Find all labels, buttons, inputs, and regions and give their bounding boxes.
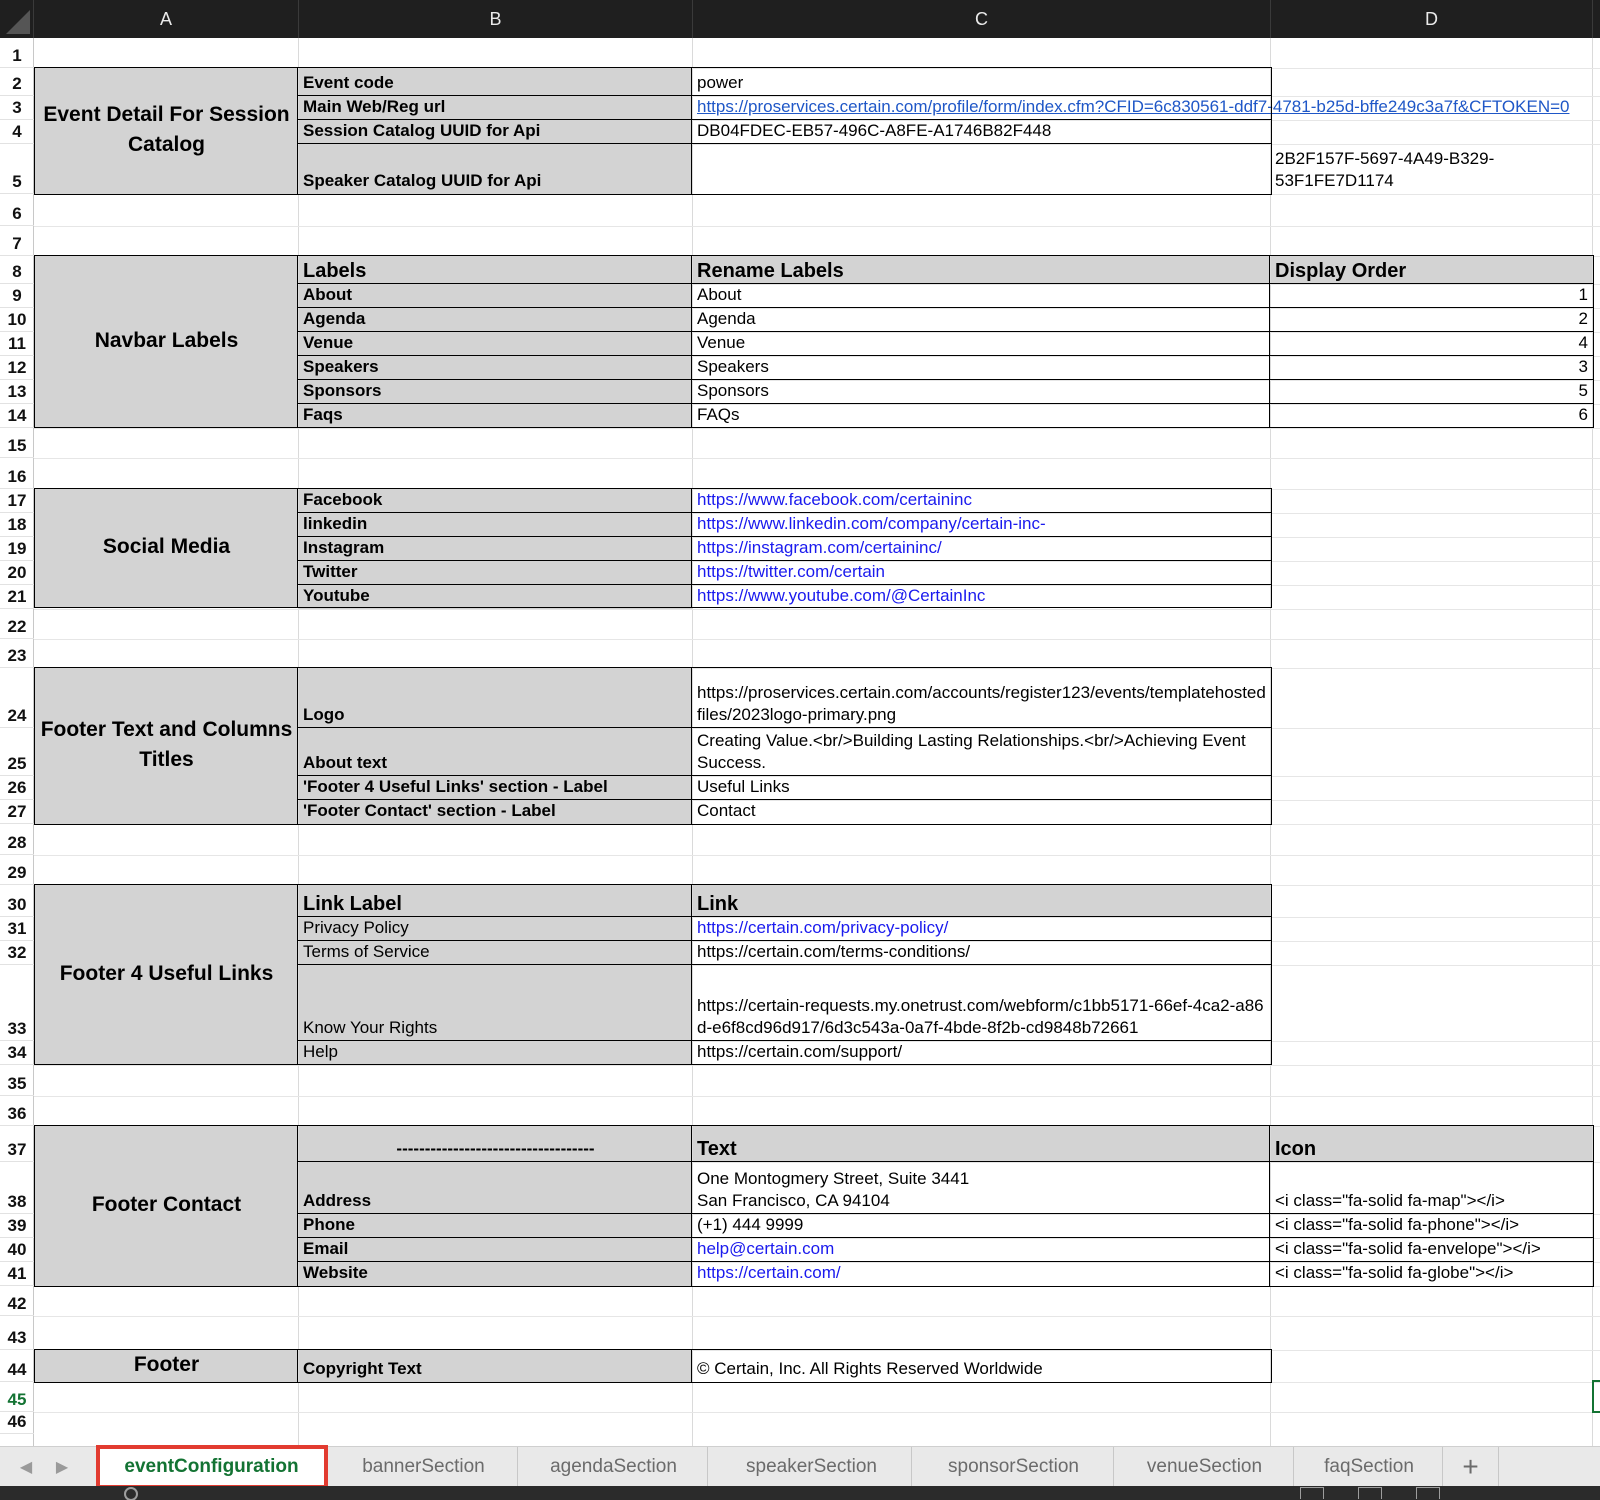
row-header-17[interactable]: 17 [0, 489, 34, 513]
social-url[interactable] [693, 513, 1270, 537]
address-line-1: One Montogmery Street, Suite 3441 [697, 1169, 970, 1188]
row-header-25[interactable]: 25 [0, 728, 34, 776]
logo-label[interactable]: Logo [299, 668, 692, 728]
row-header-26[interactable]: 26 [0, 776, 34, 800]
row-header-7[interactable]: 7 [0, 226, 34, 256]
social-link[interactable]: https://www.facebook.com/certaininc [697, 490, 972, 509]
section-title-navbar[interactable]: Navbar Labels [35, 256, 298, 427]
website-icon-code[interactable]: <i class="fa-solid fa-globe"></i> [1275, 1263, 1514, 1282]
email-label[interactable]: Email [299, 1238, 692, 1262]
phone-icon-code[interactable]: <i class="fa-solid fa-phone"></i> [1275, 1215, 1520, 1234]
social-url[interactable] [693, 561, 1270, 585]
email-icon-code[interactable]: <i class="fa-solid fa-envelope"></i> [1275, 1239, 1541, 1258]
useful-links-header-label[interactable]: Link Label [299, 885, 692, 917]
grid-line [34, 1065, 1600, 1066]
row-header-19[interactable]: 19 [0, 537, 34, 561]
prev-sheet-arrow-icon[interactable]: ◀ [19, 1459, 33, 1476]
row-header-15[interactable]: 15 [0, 428, 34, 458]
sheet-tab-bar [0, 1446, 1600, 1486]
sheet-tab-sponsorSection[interactable]: sponsorSection [914, 1447, 1114, 1487]
navbar-rename[interactable]: FAQs [697, 405, 740, 424]
navbar-label[interactable]: Agenda [299, 308, 692, 332]
page-layout-view-icon[interactable] [1358, 1487, 1382, 1499]
useful-link-url[interactable] [693, 917, 1270, 941]
navbar-rename[interactable]: About [697, 285, 742, 304]
column-header-d[interactable]: D [1271, 0, 1593, 38]
phone-label[interactable]: Phone [299, 1214, 692, 1238]
row-header-35[interactable]: 35 [0, 1065, 34, 1096]
settings-gear-icon[interactable] [124, 1487, 138, 1500]
section-title-useful-links[interactable]: Footer 4 Useful Links [35, 885, 298, 1064]
navbar-label[interactable]: Venue [299, 332, 692, 356]
speaker-uuid-label[interactable]: Speaker Catalog UUID for Api [299, 144, 692, 194]
speaker-uuid-empty-cell[interactable] [693, 144, 1270, 194]
email-link[interactable]: help@certain.com [697, 1239, 835, 1258]
social-label[interactable]: Youtube [299, 585, 692, 609]
row-header-3[interactable]: 3 [0, 96, 34, 120]
select-all-corner[interactable] [0, 0, 34, 38]
section-title-footer[interactable]: Footer [35, 1350, 298, 1382]
row-header-43[interactable]: 43 [0, 1316, 34, 1350]
row-header-30[interactable]: 30 [0, 885, 34, 917]
copyright-label[interactable]: Copyright Text [299, 1350, 692, 1382]
session-uuid-label[interactable]: Session Catalog UUID for Api [299, 120, 692, 144]
row-header-22[interactable]: 22 [0, 609, 34, 639]
page-break-view-icon[interactable] [1416, 1487, 1440, 1499]
row-header-5[interactable]: 5 [0, 144, 34, 194]
column-header-b[interactable]: B [299, 0, 693, 38]
row-header-39[interactable]: 39 [0, 1214, 34, 1238]
row-header-27[interactable]: 27 [0, 800, 34, 824]
logo-value[interactable]: https://proservices.certain.com/accounts/register123/events/templatehostedfiles/2023logo-primary.png [697, 683, 1266, 724]
useful-link-label[interactable]: Terms of Service [299, 941, 692, 965]
social-label[interactable]: Instagram [299, 537, 692, 561]
copyright-value[interactable]: © Certain, Inc. All Rights Reserved Worldwide [697, 1359, 1043, 1378]
navbar-order[interactable]: 3 [1578, 357, 1588, 376]
sheet-tab-speakerSection[interactable]: speakerSection [712, 1447, 912, 1487]
session-uuid-value[interactable]: DB04FDEC-EB57-496C-A8FE-A1746B82F448 [697, 121, 1052, 140]
section-title-footer-text[interactable]: Footer Text and Columns Titles [35, 668, 298, 824]
social-url[interactable] [693, 489, 1270, 513]
row-header-23[interactable]: 23 [0, 639, 34, 668]
row-header-42[interactable]: 42 [0, 1286, 34, 1316]
sheet-tab-venueSection[interactable]: venueSection [1116, 1447, 1294, 1487]
grid-line [34, 1412, 1600, 1413]
useful-link-label[interactable]: Know Your Rights [299, 965, 692, 1041]
contact-section-value[interactable]: Contact [697, 801, 756, 820]
contact-header-icon[interactable]: Icon [1271, 1126, 1592, 1162]
navbar-label[interactable]: Sponsors [299, 380, 692, 404]
grid-line [34, 1096, 1600, 1097]
social-link[interactable]: https://instagram.com/certaininc/ [697, 538, 942, 557]
useful-links-header-link[interactable]: Link [693, 885, 1270, 917]
row-header-40[interactable]: 40 [0, 1238, 34, 1262]
social-label[interactable]: Facebook [299, 489, 692, 513]
navbar-order[interactable]: 2 [1578, 309, 1588, 328]
address-icon-code[interactable]: <i class="fa-solid fa-map"></i> [1275, 1191, 1505, 1210]
next-sheet-arrow-icon[interactable]: ▶ [55, 1459, 69, 1476]
row-header-1[interactable]: 1 [0, 38, 34, 68]
contact-section-label[interactable]: 'Footer Contact' section - Label [299, 800, 692, 824]
useful-link-url[interactable]: https://certain-requests.my.onetrust.com/webform/c1bb5171-66ef-4ca2-a86d-e6f8cd96d917/6d3c543a-0a7f-4bde-8f2b-cd9848b72661 [697, 996, 1264, 1037]
grid-line [34, 194, 1600, 195]
row-header-38[interactable]: 38 [0, 1162, 34, 1214]
useful-links-section-value[interactable]: Useful Links [697, 777, 790, 796]
navbar-rename[interactable]: Agenda [697, 309, 756, 328]
row-header-14[interactable]: 14 [0, 404, 34, 428]
sheet-tab-eventConfiguration[interactable]: eventConfiguration [96, 1445, 328, 1489]
row-header-12[interactable]: 12 [0, 356, 34, 380]
row-header-34[interactable]: 34 [0, 1041, 34, 1065]
social-link[interactable]: https://www.linkedin.com/company/certain-inc- [697, 514, 1046, 533]
sheet-tab-agendaSection[interactable]: agendaSection [520, 1447, 708, 1487]
grid-line [34, 458, 1600, 459]
row-header-28[interactable]: 28 [0, 824, 34, 855]
status-bar [0, 1486, 1600, 1500]
useful-link-label[interactable]: Privacy Policy [299, 917, 692, 941]
section-title-event-detail[interactable]: Event Detail For Session Catalog [35, 68, 298, 194]
navbar-order[interactable]: 4 [1578, 333, 1588, 352]
row-header-8[interactable]: 8 [0, 256, 34, 284]
row-header-6[interactable]: 6 [0, 194, 34, 226]
address-value[interactable] [693, 1162, 1270, 1214]
contact-header-dashes[interactable]: ----------------------------------- [299, 1126, 692, 1162]
grid-line [34, 824, 1600, 825]
address-line-2: San Francisco, CA 94104 [697, 1191, 890, 1210]
address-label[interactable]: Address [299, 1162, 692, 1214]
grid-line [34, 428, 1600, 429]
main-url-link[interactable]: https://proservices.certain.com/profile/form/index.cfm?CFID=6c830561-ddf7-4781-b25d-bffe249c3a7f&CFTOKEN=0 [697, 97, 1570, 116]
row-header-20[interactable]: 20 [0, 561, 34, 585]
navbar-label[interactable]: Speakers [299, 356, 692, 380]
navbar-rename[interactable]: Speakers [697, 357, 769, 376]
navbar-label[interactable]: About [299, 284, 692, 308]
social-label[interactable]: Twitter [299, 561, 692, 585]
speaker-uuid-value[interactable]: 2B2F157F-5697-4A49-B329-53F1FE7D1174 [1275, 149, 1495, 190]
social-label[interactable]: linkedin [299, 513, 692, 537]
grid-line [34, 1382, 1600, 1383]
row-header-44[interactable]: 44 [0, 1350, 34, 1382]
email-value[interactable] [693, 1238, 1270, 1262]
row-header-9[interactable]: 9 [0, 284, 34, 308]
social-url[interactable] [693, 585, 1270, 609]
row-header-46[interactable]: 46 [0, 1412, 34, 1434]
useful-link-url[interactable]: https://certain.com/terms-conditions/ [697, 942, 971, 961]
row-header-24[interactable]: 24 [0, 668, 34, 728]
useful-links-section-label[interactable]: 'Footer 4 Useful Links' section - Label [299, 776, 692, 800]
grid-line [34, 1316, 1600, 1317]
grid-line [34, 609, 1600, 610]
row-header-16[interactable]: 16 [0, 458, 34, 489]
row-header-33[interactable]: 33 [0, 965, 34, 1041]
navbar-order[interactable]: 6 [1578, 405, 1588, 424]
navbar-order[interactable]: 5 [1578, 381, 1588, 400]
social-link[interactable]: https://twitter.com/certain [697, 562, 886, 581]
row-header-10[interactable]: 10 [0, 308, 34, 332]
event-code-value[interactable]: power [697, 73, 744, 92]
grid-line [34, 855, 1600, 856]
sheet-tab-bannerSection[interactable]: bannerSection [330, 1447, 518, 1487]
website-value[interactable] [693, 1262, 1270, 1286]
social-url[interactable] [693, 537, 1270, 561]
column-header-bar [0, 0, 1600, 38]
website-label[interactable]: Website [299, 1262, 692, 1286]
contact-header-text[interactable]: Text [693, 1126, 1270, 1162]
grid-line [1592, 36, 1593, 1446]
row-header-45[interactable]: 45 [0, 1382, 34, 1412]
column-header-c[interactable]: C [693, 0, 1271, 38]
selected-cell-outline [1592, 1380, 1600, 1413]
grid-line [34, 639, 1600, 640]
navbar-rename[interactable]: Venue [697, 333, 746, 352]
main-url-label[interactable]: Main Web/Reg url [299, 96, 692, 120]
row-header-31[interactable]: 31 [0, 917, 34, 941]
main-url-value[interactable] [693, 96, 1600, 120]
useful-link-url[interactable]: https://certain.com/support/ [697, 1042, 903, 1061]
sheet-tab-faqSection[interactable]: faqSection [1296, 1447, 1443, 1487]
row-header-11[interactable]: 11 [0, 332, 34, 356]
row-header-13[interactable]: 13 [0, 380, 34, 404]
row-header-4[interactable]: 4 [0, 120, 34, 144]
row-header-bar [0, 38, 34, 1446]
normal-view-icon[interactable] [1300, 1487, 1324, 1499]
navbar-header-order[interactable]: Display Order [1271, 256, 1592, 284]
social-link[interactable]: https://www.youtube.com/@CertainInc [697, 586, 986, 605]
section-title-social[interactable]: Social Media [35, 489, 298, 607]
row-header-21[interactable]: 21 [0, 585, 34, 609]
navbar-header-rename[interactable]: Rename Labels [693, 256, 1270, 284]
section-title-footer-contact[interactable]: Footer Contact [35, 1126, 298, 1286]
row-header-18[interactable]: 18 [0, 513, 34, 537]
about-text-value[interactable]: Creating Value.<br/>Building Lasting Relationships.<br/>Achieving Event Success. [697, 731, 1246, 772]
navbar-rename[interactable]: Sponsors [697, 381, 769, 400]
row-header-32[interactable]: 32 [0, 941, 34, 965]
about-text-label[interactable]: About text [299, 728, 692, 776]
useful-link-label[interactable]: Help [299, 1041, 692, 1065]
add-sheet-button[interactable]: + [1443, 1447, 1499, 1487]
navbar-order[interactable]: 1 [1578, 285, 1588, 304]
grid-line [34, 1286, 1600, 1287]
row-header-36[interactable]: 36 [0, 1096, 34, 1126]
navbar-label[interactable]: Faqs [299, 404, 692, 428]
row-header-41[interactable]: 41 [0, 1262, 34, 1286]
column-header-a[interactable]: A [34, 0, 299, 38]
row-header-2[interactable]: 2 [0, 68, 34, 96]
phone-value[interactable]: (+1) 444 9999 [697, 1215, 804, 1234]
navbar-header-labels[interactable]: Labels [299, 256, 692, 284]
row-header-37[interactable]: 37 [0, 1126, 34, 1162]
website-link[interactable]: https://certain.com/ [697, 1263, 841, 1282]
event-code-label[interactable]: Event code [299, 68, 692, 96]
grid-line [34, 226, 1600, 227]
row-header-29[interactable]: 29 [0, 855, 34, 885]
useful-link[interactable]: https://certain.com/privacy-policy/ [697, 918, 949, 937]
